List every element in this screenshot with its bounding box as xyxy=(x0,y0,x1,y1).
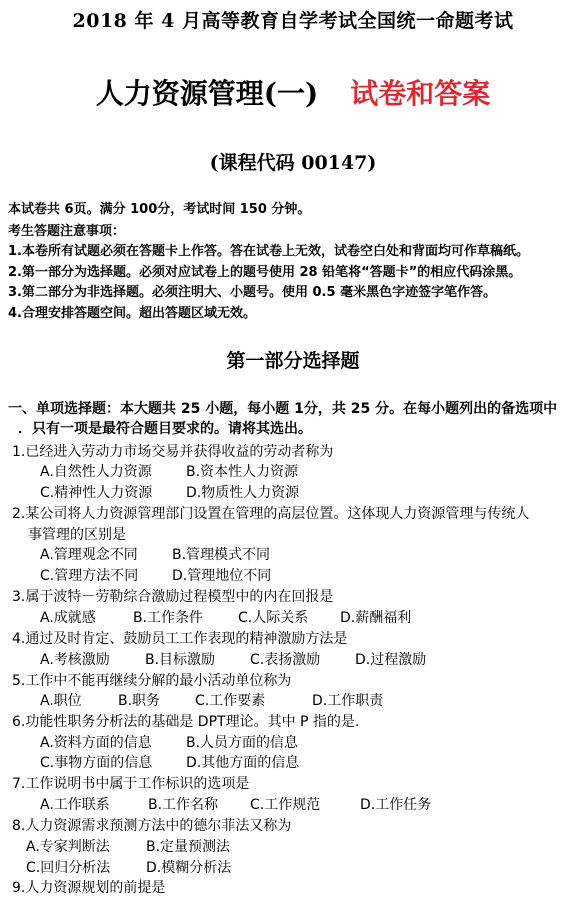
option: D.管理地位不同 xyxy=(172,568,272,584)
course-code: (课程代码 00147) xyxy=(209,152,377,174)
option: C.工作规范 xyxy=(250,797,321,813)
instruction-line: ．只有一项是最符合题目要求的。请将其选出。 xyxy=(18,421,312,437)
question-stem: 2.某公司将人力资源管理部门设置在管理的高层位置。这体现人力资源管理与传统人 xyxy=(12,506,530,522)
info-line: 3.第二部分为非选择题。必须注明大、小题号。使用 0.5 毫米黑色字迹签字笔作答。 xyxy=(8,285,497,300)
option: B.资本性人力资源 xyxy=(186,464,299,480)
option: A.成就感 xyxy=(40,610,96,626)
info-line: 本试卷共 6页。满分 100分，考试时间 150 分钟。 xyxy=(8,202,311,217)
option: A.考核激励 xyxy=(40,652,110,668)
option: B.管理模式不同 xyxy=(172,547,271,563)
option: B.工作名称 xyxy=(148,797,219,813)
instruction-line: 一、单项选择题：本大题共 25 小题，每小题 1分，共 25 分。在每小题列出的备选项中 xyxy=(8,401,558,417)
question-stem: 事管理的区别是 xyxy=(28,527,126,543)
option: A.职位 xyxy=(40,693,82,709)
question-stem: 5.工作中不能再继续分解的最小活动单位称为 xyxy=(12,673,292,689)
title-main: 人力资源管理(一) xyxy=(95,77,319,110)
info-line: 2.第一部分为选择题。必须对应试卷上的题号使用 28 铅笔将“答题卡”的相应代码涂黑。 xyxy=(8,265,522,280)
option: A.自然性人力资源 xyxy=(40,464,152,480)
title-red: 试卷和答案 xyxy=(350,77,491,110)
option: D.其他方面的信息 xyxy=(186,755,300,771)
option: D.工作任务 xyxy=(360,797,432,813)
option: B.定量预测法 xyxy=(146,839,231,855)
question-stem: 9.人力资源规划的前提是 xyxy=(12,880,166,896)
option: D.工作职责 xyxy=(312,693,384,709)
section-title: 第一部分选择题 xyxy=(226,350,360,372)
option: C.精神性人力资源 xyxy=(40,485,153,501)
exam-header: 2018 年 4 月高等教育自学考试全国统一命题考试 xyxy=(72,10,514,32)
option: B.人员方面的信息 xyxy=(186,735,299,751)
question-stem: 7.工作说明书中属于工作标识的选项是 xyxy=(12,776,250,792)
option: C.表扬激励 xyxy=(250,652,321,668)
option: D.模糊分析法 xyxy=(146,860,232,876)
option: B.目标激励 xyxy=(145,652,216,668)
option: A.资料方面的信息 xyxy=(40,735,152,751)
option: C.工作要素 xyxy=(195,693,266,709)
option: B.职务 xyxy=(118,693,161,709)
option: A.专家判断法 xyxy=(26,839,110,855)
option: D.物质性人力资源 xyxy=(186,485,300,501)
option: A.工作联系 xyxy=(40,797,110,813)
info-line: 1.本卷所有试题必须在答题卡上作答。答在试卷上无效，试卷空白处和背面均可作草稿纸。 xyxy=(8,244,529,259)
option: C.事物方面的信息 xyxy=(40,755,153,771)
option: C.回归分析法 xyxy=(26,860,111,876)
question-stem: 4.通过及时肯定、鼓励员工工作表现的精神激励方法是 xyxy=(12,631,348,647)
info-line: 考生答题注意事项： xyxy=(8,224,126,239)
question-stem: 6.功能性职务分析法的基础是 DPT理论。其中 P 指的是. xyxy=(12,714,360,730)
question-stem: 1.已经进入劳动力市场交易并获得收益的劳动者称为 xyxy=(12,444,334,460)
option: C.人际关系 xyxy=(238,610,309,626)
option: C.管理方法不同 xyxy=(40,568,139,584)
paper-title xyxy=(0,72,586,112)
option: B.工作条件 xyxy=(133,610,204,626)
option: D.薪酬福利 xyxy=(340,610,412,626)
question-stem: 8.人力资源需求预测方法中的德尔菲法又称为 xyxy=(12,818,292,834)
info-line: 4.合理安排答题空间。超出答题区域无效。 xyxy=(8,306,256,321)
option: D.过程激励 xyxy=(355,652,427,668)
option: A.管理观念不同 xyxy=(40,547,138,563)
question-stem: 3.属于波特－劳勒综合激励过程模型中的内在回报是 xyxy=(12,589,334,605)
